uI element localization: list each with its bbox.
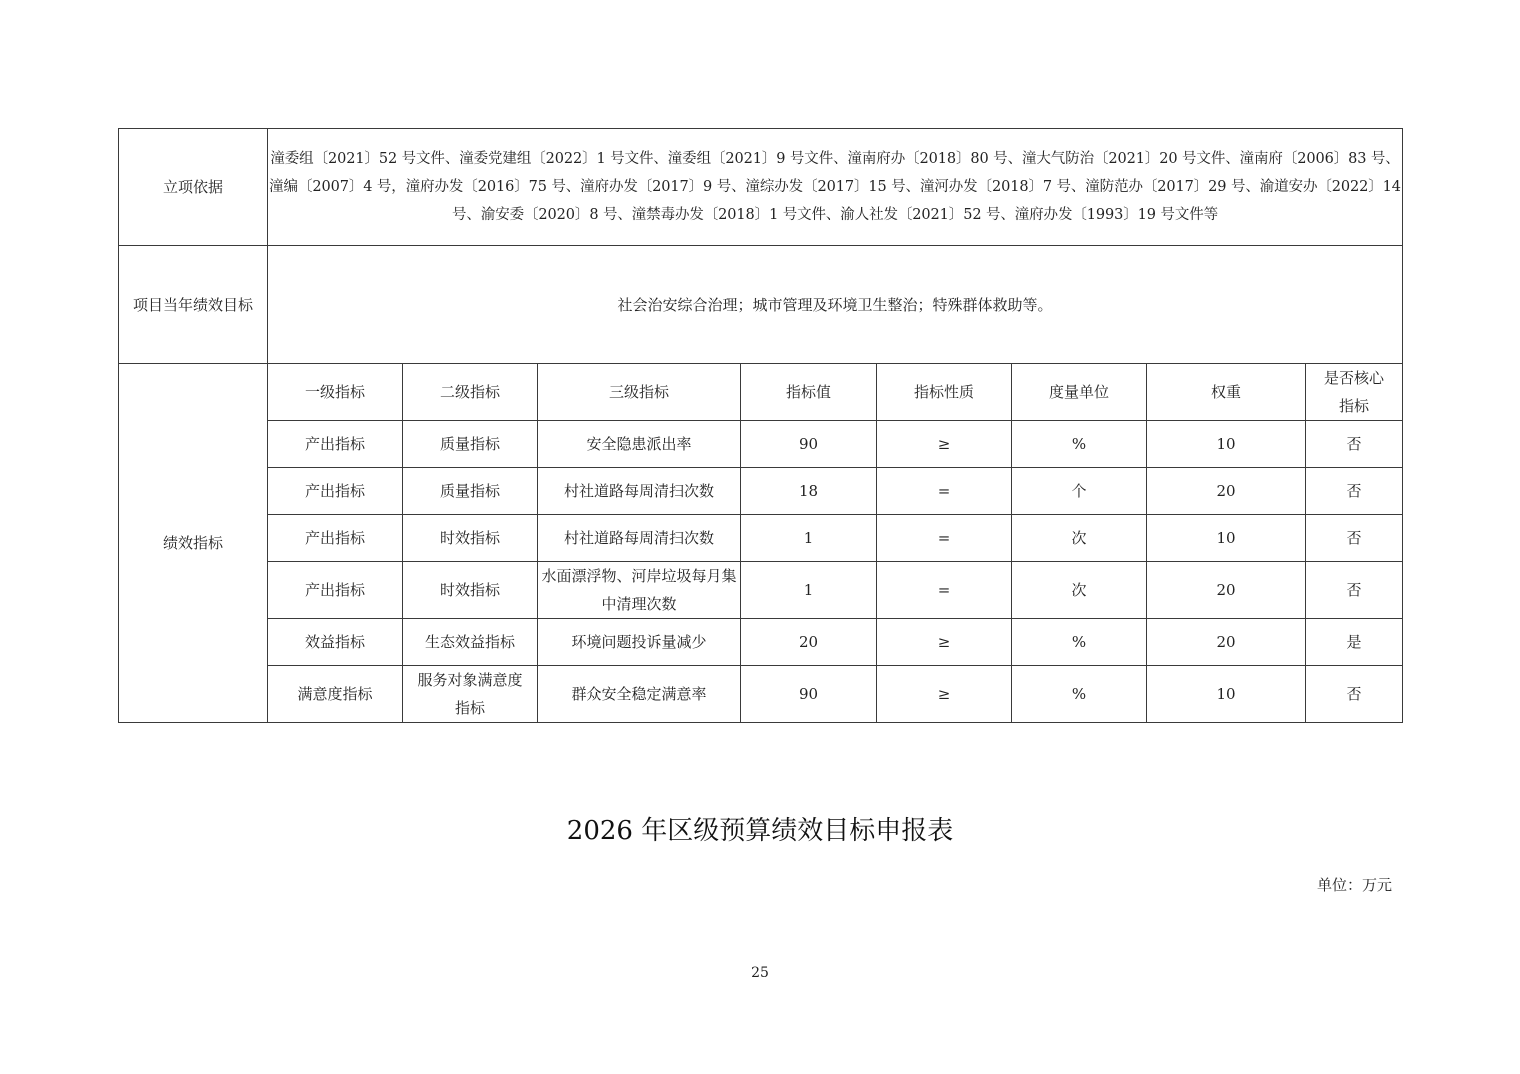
unit-cell: % [1012,421,1147,468]
level3-cell: 群众安全稳定满意率 [538,666,741,723]
header-cell: 度量单位 [1012,364,1147,421]
level1-cell: 产出指标 [268,421,403,468]
unit-cell: % [1012,619,1147,666]
level1-cell: 产出指标 [268,468,403,515]
nature-cell: = [877,562,1012,619]
value-cell: 1 [741,515,877,562]
goal-row [119,246,1403,364]
indicators-label: 绩效指标 [119,364,268,723]
level2-cell: 质量指标 [403,421,538,468]
level1-cell: 效益指标 [268,619,403,666]
level1-cell: 满意度指标 [268,666,403,723]
basis-text: 潼委组〔2021〕52 号文件、潼委党建组〔2022〕1 号文件、潼委组〔2021〕9 号文件、潼南府办〔2018〕80 号、潼大气防治〔2021〕20 号文件、潼南府〔2006〕83 号、潼编〔2007〕4 号，潼府办发〔2016〕75 号、潼府办发〔2017〕9 号、潼综办发〔2017〕15 号、潼河办发〔2018〕7 号、潼防范办〔2017〕29 号、渝道安办〔2022〕14 号、渝安委〔2020〕8 号、潼禁毒办发〔2018〕1 号文件、渝人社发〔2021〕52 号、潼府办发〔1993〕19 号文件等 [268,129,1403,246]
core-cell: 否 [1306,421,1403,468]
basis-label: 立项依据 [119,129,268,246]
core-cell: 否 [1306,515,1403,562]
level3-cell: 村社道路每周清扫次数 [538,468,741,515]
performance-table [118,128,1403,723]
value-cell: 18 [741,468,877,515]
value-cell: 20 [741,619,877,666]
weight-cell: 20 [1147,562,1306,619]
level3-cell: 村社道路每周清扫次数 [538,515,741,562]
unit-cell: 次 [1012,562,1147,619]
table-row [119,666,1403,723]
core-cell: 是 [1306,619,1403,666]
value-cell: 90 [741,666,877,723]
level2-cell: 质量指标 [403,468,538,515]
unit-cell: 次 [1012,515,1147,562]
header-cell: 二级指标 [403,364,538,421]
unit-cell: % [1012,666,1147,723]
nature-cell: ≥ [877,421,1012,468]
page-title: 2026 年区级预算绩效目标申报表 [566,816,954,846]
weight-cell: 10 [1147,515,1306,562]
level2-cell: 时效指标 [403,562,538,619]
level3-cell: 环境问题投诉量减少 [538,619,741,666]
header-cell: 一级指标 [268,364,403,421]
table-row [119,515,1403,562]
weight-cell: 10 [1147,421,1306,468]
header-cell: 指标性质 [877,364,1012,421]
weight-cell: 10 [1147,666,1306,723]
table-row [119,421,1403,468]
level2-cell: 时效指标 [403,515,538,562]
table-row [119,562,1403,619]
level2-cell: 生态效益指标 [403,619,538,666]
nature-cell: = [877,468,1012,515]
level3-cell: 安全隐患派出率 [538,421,741,468]
unit-cell: 个 [1012,468,1147,515]
core-cell: 否 [1306,666,1403,723]
core-cell: 否 [1306,562,1403,619]
value-cell: 1 [741,562,877,619]
value-cell: 90 [741,421,877,468]
header-cell: 是否核心指标 [1306,364,1403,421]
goal-label: 项目当年绩效目标 [119,246,268,364]
basis-row [119,129,1403,246]
table-row [119,468,1403,515]
page-number: 25 [751,965,769,981]
header-cell: 三级指标 [538,364,741,421]
header-cell: 指标值 [741,364,877,421]
level2-cell: 服务对象满意度指标 [403,666,538,723]
nature-cell: ≥ [877,619,1012,666]
goal-text: 社会治安综合治理；城市管理及环境卫生整治；特殊群体救助等。 [268,246,1403,364]
indicator-header-row [119,364,1403,421]
nature-cell: = [877,515,1012,562]
weight-cell: 20 [1147,468,1306,515]
level1-cell: 产出指标 [268,515,403,562]
core-cell: 否 [1306,468,1403,515]
weight-cell: 20 [1147,619,1306,666]
nature-cell: ≥ [877,666,1012,723]
header-cell: 权重 [1147,364,1306,421]
table-row [119,619,1403,666]
level3-cell: 水面漂浮物、河岸垃圾每月集中清理次数 [538,562,741,619]
level1-cell: 产出指标 [268,562,403,619]
unit-note: 单位：万元 [1316,876,1392,894]
